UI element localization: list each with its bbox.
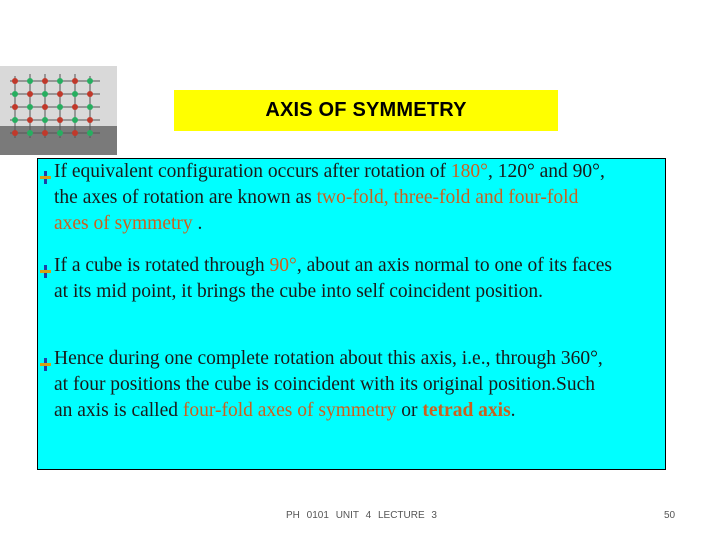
para-1-text-a: If equivalent configuration occurs after rotation of (54, 161, 451, 182)
footer-course: PH 0101 UNIT 4 LECTURE 3 (286, 510, 437, 521)
footer-page-number: 50 (664, 510, 676, 521)
para-1-highlight-angle: 180° (450, 161, 488, 182)
bullet-icon (40, 353, 51, 366)
content-box (37, 158, 666, 470)
bullet-paragraph-1 (54, 159, 614, 237)
para-3-text-b: or (396, 400, 423, 421)
bullet-paragraph-3 (54, 346, 614, 424)
para-2-text-b: , about an axis normal to one of its faces at its mid point, it brings the cube into self coincident position. (54, 255, 612, 302)
crystal-lattice-model-image (0, 66, 117, 155)
para-2-text-a: If a cube is rotated through (54, 255, 270, 276)
bullet-icon (40, 260, 51, 273)
para-2-highlight-angle: 90° (269, 255, 297, 276)
para-1-text-b: , 120° and 90°, the axes of rotation are known as (54, 161, 605, 208)
slide-title: AXIS OF SYMMETRY (265, 99, 467, 121)
para-3-text-a: Hence during one complete rotation about this axis, i.e., through 360°, at four positions the cube is coincident with its original position.Such an axis is called (54, 348, 603, 421)
para-3-highlight-fourfold: four-fold axes of symmetry (182, 400, 397, 421)
para-3-text-c: . (510, 400, 516, 421)
para-1-text-c: . (192, 213, 203, 234)
bullet-icon (40, 166, 51, 179)
para-1-highlight-axes: two-fold, three-fold and four-fold axes of symmetry (54, 187, 579, 234)
bullet-paragraph-2 (54, 253, 614, 305)
para-3-highlight-tetrad: tetrad axis (422, 400, 511, 421)
title-banner (174, 90, 558, 131)
